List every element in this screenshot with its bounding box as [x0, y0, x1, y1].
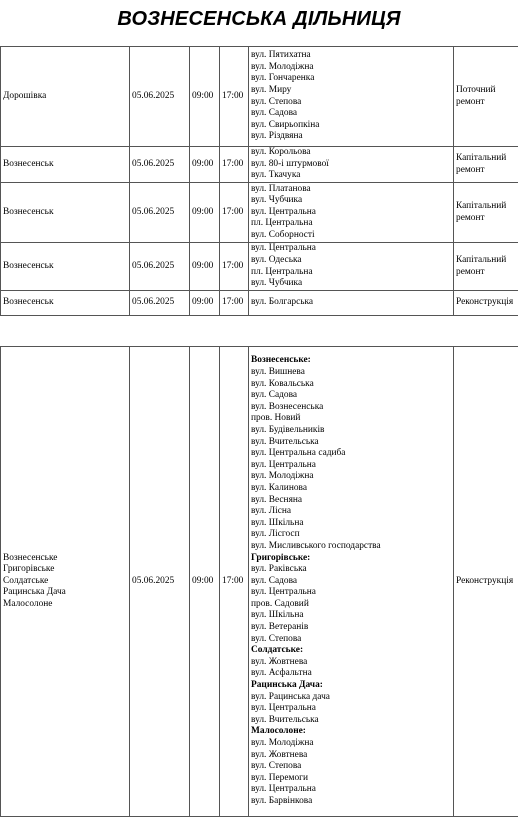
start-time: 09:00: [192, 297, 217, 309]
end-time: 17:00: [222, 159, 246, 171]
start-time: 09:00: [192, 207, 217, 219]
street-name: вул. Степова: [251, 634, 451, 646]
settlement-heading: Григорівське:: [251, 553, 451, 565]
end-time: 17:00: [222, 91, 246, 103]
street-name: пров. Новий: [251, 413, 451, 425]
street-name: вул. Калинова: [251, 483, 451, 495]
street-name: вул. Центральна: [251, 243, 451, 255]
outage-date: 05.06.2025: [132, 159, 187, 171]
street-name: вул. Лісна: [251, 506, 451, 518]
settlement-cell: [1, 183, 130, 243]
streets-cell: [249, 347, 454, 817]
street-name: вул. Степова: [251, 97, 451, 109]
end-time: 17:00: [222, 261, 246, 273]
street-name: вул. Одеська: [251, 255, 451, 267]
date-cell: [130, 47, 190, 147]
street-name: вул. Вишнева: [251, 367, 451, 379]
table-row: [1, 47, 518, 147]
street-name: вул. Миру: [251, 85, 451, 97]
street-name: вул. Рацинська дача: [251, 692, 451, 704]
street-name: вул. Ветеранів: [251, 622, 451, 634]
street-name: вул. Садова: [251, 390, 451, 402]
street-name: вул. Соборності: [251, 230, 451, 242]
settlement-cell: [1, 147, 130, 183]
outage-date: 05.06.2025: [132, 576, 187, 588]
street-name: вул. Різдвяна: [251, 131, 451, 143]
settlement-name: Рацинська Дача: [3, 587, 127, 599]
street-name: вул. Перемоги: [251, 773, 451, 785]
settlement-heading: Малосолоне:: [251, 726, 451, 738]
end-time-cell: [220, 243, 249, 291]
street-name: вул. Болгарська: [251, 297, 451, 309]
start-time: 09:00: [192, 91, 217, 103]
settlement-cell: [1, 47, 130, 147]
streets-cell: [249, 243, 454, 291]
work-type: Капітальний: [456, 201, 518, 213]
settlement-name: Григорівське: [3, 564, 127, 576]
settlement-name: Вознесенське: [3, 553, 127, 565]
end-time: 17:00: [222, 576, 246, 588]
street-name: пл. Центральна: [251, 267, 451, 279]
date-cell: [130, 183, 190, 243]
date-cell: [130, 243, 190, 291]
street-name: вул. Шкільна: [251, 610, 451, 622]
end-time-cell: [220, 347, 249, 817]
end-time-cell: [220, 47, 249, 147]
streets-cell: [249, 291, 454, 316]
table-row: [1, 183, 518, 243]
street-name: вул. Центральна садиба: [251, 448, 451, 460]
street-name: вул. Весняна: [251, 495, 451, 507]
street-name: вул. Барвінкова: [251, 796, 451, 808]
table-row: [1, 291, 518, 316]
street-name: вул. Корольова: [251, 147, 451, 159]
end-time-cell: [220, 183, 249, 243]
start-time-cell: [190, 183, 220, 243]
street-name: вул. Центральна: [251, 784, 451, 796]
table-gap: [0, 334, 518, 346]
street-name: вул. Платанова: [251, 184, 451, 196]
street-name: вул. Шкільна: [251, 518, 451, 530]
work-type: Поточний: [456, 85, 518, 97]
streets-cell: [249, 183, 454, 243]
work-type: Капітальний: [456, 153, 518, 165]
street-name: вул. Пятихатна: [251, 50, 451, 62]
settlement-heading: Солдатське:: [251, 645, 451, 657]
settlement-cell: [1, 291, 130, 316]
street-name: вул. Ткачука: [251, 170, 451, 182]
work-type: ремонт: [456, 97, 518, 109]
end-time: 17:00: [222, 207, 246, 219]
streets-cell: [249, 47, 454, 147]
settlement-heading: Рацинська Дача:: [251, 680, 451, 692]
work-type: Реконструкція: [456, 576, 518, 588]
street-name: вул. Молодіжна: [251, 62, 451, 74]
work-type-cell: [454, 183, 518, 243]
work-type: Реконструкція: [456, 297, 518, 309]
work-type-cell: [454, 47, 518, 147]
street-name: вул. Ковальська: [251, 379, 451, 391]
street-name: вул. Вчительська: [251, 437, 451, 449]
start-time: 09:00: [192, 261, 217, 273]
street-name: вул. Садова: [251, 576, 451, 588]
table-row: [1, 147, 518, 183]
end-time-cell: [220, 147, 249, 183]
end-time-cell: [220, 291, 249, 316]
street-name: вул. Молодіжна: [251, 738, 451, 750]
street-name: вул. Жовтнева: [251, 657, 451, 669]
work-type-cell: [454, 347, 518, 817]
start-time-cell: [190, 347, 220, 817]
settlement-name: Дорошівка: [3, 91, 127, 103]
start-time-cell: [190, 47, 220, 147]
settlement-name: Вознесенськ: [3, 159, 127, 171]
settlement-name: Малосолоне: [3, 599, 127, 611]
outage-date: 05.06.2025: [132, 261, 187, 273]
outage-date: 05.06.2025: [132, 91, 187, 103]
street-name: вул. Вчительська: [251, 715, 451, 727]
settlement-name: Вознесенськ: [3, 207, 127, 219]
street-name: вул. Центральна: [251, 703, 451, 715]
start-time: 09:00: [192, 159, 217, 171]
street-name: вул. Молодіжна: [251, 471, 451, 483]
outage-schedule-table-continued: [0, 346, 518, 817]
outage-date: 05.06.2025: [132, 207, 187, 219]
work-type: Капітальний: [456, 255, 518, 267]
outage-schedule-table: [0, 46, 518, 316]
streets-cell: [249, 147, 454, 183]
work-type-cell: [454, 147, 518, 183]
date-cell: [130, 147, 190, 183]
street-name: вул. Центральна: [251, 207, 451, 219]
start-time-cell: [190, 147, 220, 183]
street-name: вул. Гончаренка: [251, 73, 451, 85]
outage-date: 05.06.2025: [132, 297, 187, 309]
work-type: ремонт: [456, 267, 518, 279]
table-row: [1, 347, 518, 817]
street-name: вул. 80-і штурмової: [251, 159, 451, 171]
street-name: вул. Жовтнева: [251, 750, 451, 762]
settlement-name: Вознесенськ: [3, 261, 127, 273]
end-time: 17:00: [222, 297, 246, 309]
settlement-cell: [1, 347, 130, 817]
street-name: вул. Асфальтна: [251, 668, 451, 680]
street-name: вул. Свирьопкіна: [251, 120, 451, 132]
street-name: вул. Вознесенська: [251, 402, 451, 414]
street-name: вул. Лісгосп: [251, 529, 451, 541]
street-name: вул. Чубчика: [251, 195, 451, 207]
street-name: вул. Садова: [251, 108, 451, 120]
work-type: ремонт: [456, 165, 518, 177]
street-name: вул. Центральна: [251, 460, 451, 472]
street-name: пров. Садовий: [251, 599, 451, 611]
work-type: ремонт: [456, 213, 518, 225]
work-type-cell: [454, 243, 518, 291]
table-row: [1, 243, 518, 291]
street-name: вул. Раківська: [251, 564, 451, 576]
date-cell: [130, 291, 190, 316]
settlement-heading: Вознесенське:: [251, 355, 451, 367]
start-time-cell: [190, 291, 220, 316]
street-name: вул. Центральна: [251, 587, 451, 599]
work-type-cell: [454, 291, 518, 316]
street-name: вул. Чубчика: [251, 278, 451, 290]
date-cell: [130, 347, 190, 817]
street-name: вул. Степова: [251, 761, 451, 773]
settlement-cell: [1, 243, 130, 291]
page-title: ВОЗНЕСЕНСЬКА ДІЛЬНИЦЯ: [0, 8, 518, 31]
start-time: 09:00: [192, 576, 217, 588]
settlement-name: Солдатське: [3, 576, 127, 588]
street-name: вул. Будівельників: [251, 425, 451, 437]
street-name: вул. Мисливського господарства: [251, 541, 451, 553]
settlement-name: Вознесенськ: [3, 297, 127, 309]
street-name: пл. Центральна: [251, 218, 451, 230]
start-time-cell: [190, 243, 220, 291]
